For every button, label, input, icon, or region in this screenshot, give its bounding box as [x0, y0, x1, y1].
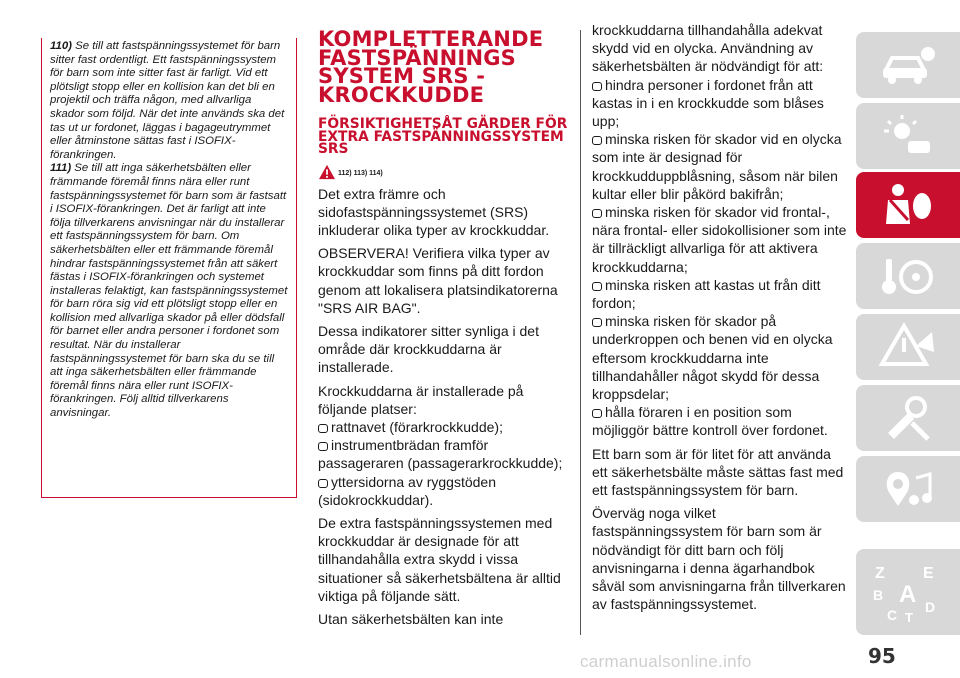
tab-multimedia[interactable] — [856, 456, 960, 522]
paragraph: Överväg noga vilket fastspänningssystem för barn som är nödvändigt för ditt barn och följ anvisningarna i denna ägarhandbok såväl som anvisningarna från tillverkaren av fastspänningssystemet. — [592, 505, 846, 613]
warning-notes-box — [41, 38, 297, 498]
paragraph: Krockkuddarna är installerade på följande platser: — [318, 382, 524, 417]
paragraph: Det extra främre och sidofastspänningssystemet (SRS) inkluderar olika typer av krockkuddar. — [318, 185, 550, 238]
warning-breakdown-icon — [878, 322, 938, 372]
right-column — [592, 21, 847, 614]
list-item: instrumentbrädan framför passageraren (passagerarkrockkudde); — [318, 437, 563, 472]
bullet-icon — [592, 318, 602, 327]
svg-text:C: C — [887, 607, 898, 622]
note-111: 111) Se till att inga säkerhetsbälten eller främmande föremål finns nära eller runt fastspänningssystemet för barn som är fastsatt i ISOFIX-förankringen. Det är farligt att inte följa tillverkarens anvisningar när du installerar ett fastspänningssystem för barn. Om säkerhetsbälten eller ett främmande föremål hindrar fastspänningssystemet från att säkert fästas i ISOFIX-förankringen och systemet installeras felaktigt, kan fastspänningssystemet för barn röra sig vid ett plötsligt stopp eller en kollision med allvarliga skador på eller dödsfall för barnet eller andra personer i fordonet som resultat. När du installerar fastspänningssystemet för barn ska du se till att inga säkerhetsbälten eller främmande föremål finns nära eller runt ISOFIX-förankringen. Följ alltid tillverkarens anvisningar. — [50, 162, 288, 420]
subsection-heading: FÖRSIKTIGHETSÅT GÄRDER FÖR EXTRA FASTSPÄNNINGSSYSTEM SRS — [318, 116, 568, 157]
warning-references — [318, 164, 568, 180]
list-item: minska risken att kastas ut från ditt fordon; — [592, 276, 821, 312]
bullet-icon — [592, 282, 602, 291]
list-item: minska risken för skador vid frontal-, nära frontal- eller sidokollisioner som inte är tillräckligt allvarliga för att aktivera krockkuddarna; — [592, 204, 847, 275]
list-item: hålla föraren i en position som möjliggör bättre kontroll över fordonet. — [592, 404, 828, 439]
bullet-icon — [318, 479, 328, 488]
watermark: carmanualsonline.info — [580, 652, 752, 671]
svg-text:T: T — [905, 610, 913, 622]
svg-text:E: E — [923, 565, 934, 582]
key-steering-icon — [878, 251, 938, 301]
warning-refs-text: 112) 113) 114) — [338, 170, 383, 177]
list-item: minska risken för skador på underkroppen och benen vid en olycka eftersom krockkuddarna inte tillhandahåller något skydd för dessa kroppsdelar; — [592, 313, 833, 403]
car-info-icon — [878, 40, 938, 90]
paragraph: OBSERVERA! Verifiera vilka typer av krockkuddar som finns på ditt fordon genom att lokalisera platsindikatorerna "SRS AIR BAG". — [318, 245, 558, 316]
tab-safety[interactable] — [856, 172, 960, 238]
list-item: hindra personer i fordonet från att kastas in i en krockkudde som blåses upp; — [592, 76, 824, 130]
multimedia-icon — [878, 464, 938, 514]
section-heading: KOMPLETTERANDE FASTSPÄNNINGS SYSTEM SRS - KROCKKUDDE — [318, 27, 544, 107]
bullet-icon — [592, 409, 602, 418]
tab-car-info[interactable] — [856, 32, 960, 98]
paragraph: krockkuddarna tillhandahålla adekvat skydd vid en olycka. Användning av säkerhetsbälten är nödvändigt för att: — [592, 22, 824, 75]
warning-triangle-icon — [318, 164, 336, 180]
bullet-icon — [318, 424, 328, 433]
svg-text:B: B — [873, 587, 884, 603]
list-item: yttersidorna av ryggstöden (sidokrockkuddar). — [318, 473, 496, 508]
list-item: rattnavet (förarkrockkudde); — [318, 418, 568, 436]
page-number: 95 — [868, 644, 896, 668]
bullet-icon — [318, 442, 328, 451]
note-110: 110) Se till att fastspänningssystemet för barn sitter fast ordentligt. Ett fastspänningssystem för barn som inte sitter fast är farligt. Vid ett plötsligt stopp eller en kollision kan det bli en projektil och träffa någon, med allvarliga skador som följd. När det inte används ska det tas ut ur fordonet, läggas i bagageutrymmet eller åtminstone sättas fast i ISOFIX-förankringen. — [50, 40, 285, 161]
tab-emergency[interactable] — [856, 314, 960, 380]
bullet-icon — [592, 209, 602, 218]
maintenance-tools-icon — [878, 393, 938, 443]
bullet-icon — [592, 136, 602, 145]
tab-dashboard[interactable] — [856, 103, 960, 169]
tab-starting-driving[interactable] — [856, 243, 960, 309]
dashboard-lights-icon — [878, 111, 938, 161]
tab-index[interactable] — [856, 549, 960, 635]
svg-text:A: A — [899, 581, 917, 608]
paragraph: De extra fastspänningssystemen med krockkuddar är designade för att tillhandahålla extra skydd i vissa situationer så säkerhetsbältena är alltid viktiga på följande sätt. — [318, 514, 561, 604]
bullet-icon — [592, 82, 602, 91]
paragraph: Utan säkerhetsbälten kan inte — [318, 610, 504, 627]
paragraph: Ett barn som är för litet för att använda ett säkerhetsbälte måste sättas fast med ett fastspänningssystem för barn. — [592, 445, 844, 499]
list-item: minska risken för skador vid en olycka som inte är designad för krockkudduppblåsning, såsom när bilen kultar eller blir påkörd bakifrån; — [592, 131, 842, 202]
tab-maintenance[interactable] — [856, 385, 960, 451]
paragraph: Dessa indikatorer sitter synliga i det område där krockkuddarna är installerade. — [318, 322, 539, 376]
seatbelt-airbag-icon — [878, 180, 938, 230]
middle-column — [318, 27, 568, 628]
svg-text:D: D — [925, 599, 936, 615]
column-divider — [580, 30, 581, 635]
svg-text:Z: Z — [875, 565, 885, 582]
alphabetical-index-icon — [873, 562, 943, 622]
